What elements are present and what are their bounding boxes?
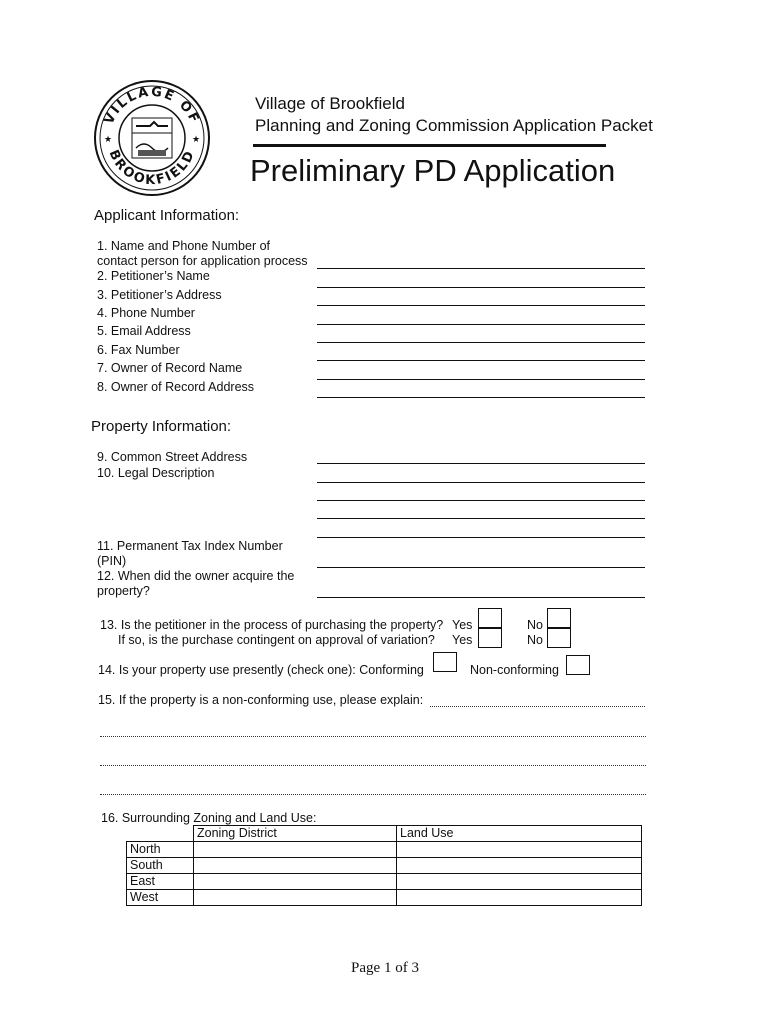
contact-person-field[interactable]: [317, 268, 645, 269]
table-row: [127, 842, 642, 858]
q2-label: 2. Petitioner’s Name: [97, 269, 210, 283]
petitioner-address-field[interactable]: [317, 305, 645, 306]
nonconforming-label: Non-conforming: [470, 663, 559, 677]
svg-text:★: ★: [104, 134, 113, 144]
q16-label: 16. Surrounding Zoning and Land Use:: [101, 811, 317, 825]
q15-label: 15. If the property is a non-conforming use, please explain:: [98, 693, 424, 707]
row-label-west: West: [127, 890, 194, 906]
zoning-table: [126, 825, 642, 906]
q14-label: 14. Is your property use presently (check one): Conforming: [98, 663, 424, 677]
q7-label: 7. Owner of Record Name: [97, 361, 243, 375]
table-row: [127, 890, 642, 906]
page-title: Preliminary PD Application: [250, 153, 616, 188]
q10-label: 10. Legal Description: [97, 466, 215, 480]
legal-description-field-4[interactable]: [317, 537, 645, 538]
table-corner-cell: [127, 826, 194, 842]
pin-field[interactable]: [317, 567, 645, 568]
q1-label-line2: contact person for application process: [97, 254, 308, 268]
zoning-district-header: Zoning District: [194, 826, 397, 842]
land-use-header: Land Use: [397, 826, 642, 842]
south-land-use-cell[interactable]: [397, 858, 642, 874]
applicant-heading: Applicant Information:: [94, 207, 240, 224]
village-seal-logo: [92, 78, 212, 198]
q5-label: 5. Email Address: [97, 324, 191, 338]
q13-sub-yes-label: Yes: [452, 633, 473, 647]
south-zoning-cell[interactable]: [194, 858, 397, 874]
legal-description-field-2[interactable]: [317, 500, 645, 501]
village-name: Village of Brookfield: [255, 94, 405, 113]
explain-field-line-1[interactable]: [100, 736, 646, 737]
acquired-date-field[interactable]: [317, 597, 645, 598]
table-header-row: [127, 826, 642, 842]
east-land-use-cell[interactable]: [397, 874, 642, 890]
street-address-field[interactable]: [317, 463, 645, 464]
row-label-north: North: [127, 842, 194, 858]
q4-label: 4. Phone Number: [97, 306, 195, 320]
svg-text:★: ★: [192, 134, 201, 144]
q11-label-line2: (PIN): [97, 554, 127, 568]
conforming-checkbox[interactable]: [433, 652, 457, 672]
q13-no-label: No: [527, 618, 543, 632]
fax-number-field[interactable]: [317, 360, 645, 361]
explain-field-line-2[interactable]: [100, 765, 646, 766]
purchasing-no-checkbox[interactable]: [547, 608, 571, 628]
q13-sub-no-label: No: [527, 633, 543, 647]
nonconforming-checkbox[interactable]: [566, 655, 590, 675]
owner-address-field[interactable]: [317, 397, 645, 398]
west-land-use-cell[interactable]: [397, 890, 642, 906]
explain-field-line-3[interactable]: [100, 794, 646, 795]
owner-name-field[interactable]: [317, 379, 645, 380]
q3-label: 3. Petitioner’s Address: [97, 288, 222, 302]
q13-sub-label: If so, is the purchase contingent on approval of variation?: [118, 633, 435, 647]
row-label-south: South: [127, 858, 194, 874]
north-zoning-cell[interactable]: [194, 842, 397, 858]
legal-description-field-1[interactable]: [317, 482, 645, 483]
east-zoning-cell[interactable]: [194, 874, 397, 890]
q9-label: 9. Common Street Address: [97, 450, 248, 464]
q8-label: 8. Owner of Record Address: [97, 380, 255, 394]
property-heading: Property Information:: [91, 418, 232, 435]
svg-text:VILLAGE OF: VILLAGE OF: [101, 84, 203, 127]
q11-label-line1: 11. Permanent Tax Index Number: [97, 539, 283, 553]
explain-field-inline[interactable]: [430, 706, 645, 707]
table-row: [127, 874, 642, 890]
contingent-no-checkbox[interactable]: [547, 628, 571, 648]
svg-text:BROOKFIELD: BROOKFIELD: [105, 147, 199, 189]
packet-name: Planning and Zoning Commission Application Packet: [255, 116, 653, 135]
table-row: [127, 858, 642, 874]
q12-label-line1: 12. When did the owner acquire the: [97, 569, 295, 583]
email-field[interactable]: [317, 342, 645, 343]
north-land-use-cell[interactable]: [397, 842, 642, 858]
q13-yes-label: Yes: [452, 618, 473, 632]
petitioner-name-field[interactable]: [317, 287, 645, 288]
page-number: Page 1 of 3: [351, 960, 419, 976]
contingent-yes-checkbox[interactable]: [478, 628, 502, 648]
west-zoning-cell[interactable]: [194, 890, 397, 906]
legal-description-field-3[interactable]: [317, 518, 645, 519]
q6-label: 6. Fax Number: [97, 343, 180, 357]
phone-number-field[interactable]: [317, 324, 645, 325]
purchasing-yes-checkbox[interactable]: [478, 608, 502, 628]
q13-label: 13. Is the petitioner in the process of purchasing the property?: [100, 618, 444, 632]
title-rule: [253, 144, 606, 147]
q12-label-line2: property?: [97, 584, 150, 598]
row-label-east: East: [127, 874, 194, 890]
q1-label-line1: 1. Name and Phone Number of: [97, 239, 271, 253]
